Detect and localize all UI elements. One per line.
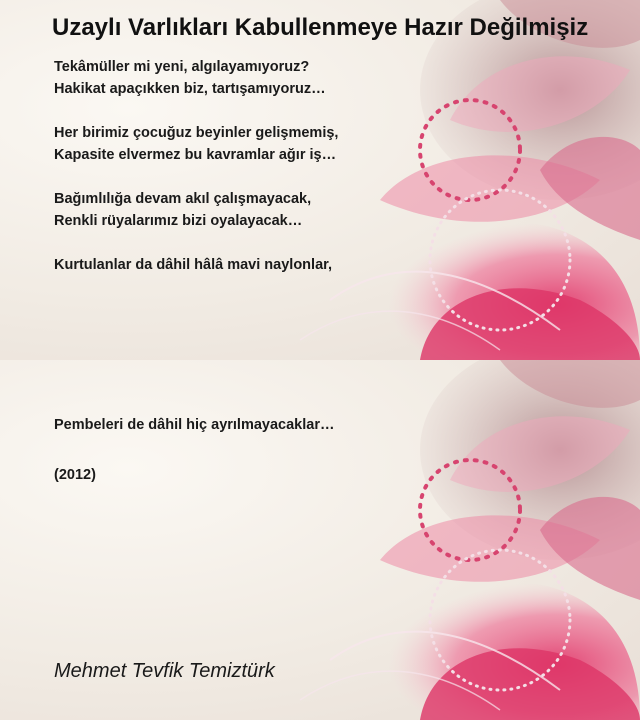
poem-line: Hakikat apaçıkken biz, tartışamıyoruz… bbox=[54, 81, 326, 97]
stanza-2 bbox=[54, 122, 474, 166]
poem-continued bbox=[54, 414, 474, 436]
poem-body bbox=[54, 56, 474, 298]
poem-author: Mehmet Tevfik Temiztürk bbox=[54, 660, 275, 682]
stanza-3 bbox=[54, 188, 474, 232]
stanza-1 bbox=[54, 56, 474, 100]
poem-title: Uzaylı Varlıkları Kabullenmeye Hazır Değilmişiz bbox=[52, 14, 589, 41]
poem-line: Her birimiz çocuğuz beyinler gelişmemiş, bbox=[54, 125, 339, 141]
poem-year: (2012) bbox=[54, 467, 96, 483]
poem-line: Pembeleri de dâhil hiç ayrılmayacaklar… bbox=[54, 417, 335, 433]
poem-line: Kapasite elvermez bu kavramlar ağır iş… bbox=[54, 147, 337, 163]
stanza-4 bbox=[54, 254, 474, 276]
poem-line: Tekâmüller mi yeni, algılayamıyoruz? bbox=[54, 59, 310, 75]
poem-line: Bağımlılığa devam akıl çalışmayacak, bbox=[54, 191, 312, 207]
poem-line: Renkli rüyalarımız bizi oyalayacak… bbox=[54, 213, 303, 229]
poem-line: Kurtulanlar da dâhil hâlâ mavi naylonlar, bbox=[54, 257, 332, 273]
